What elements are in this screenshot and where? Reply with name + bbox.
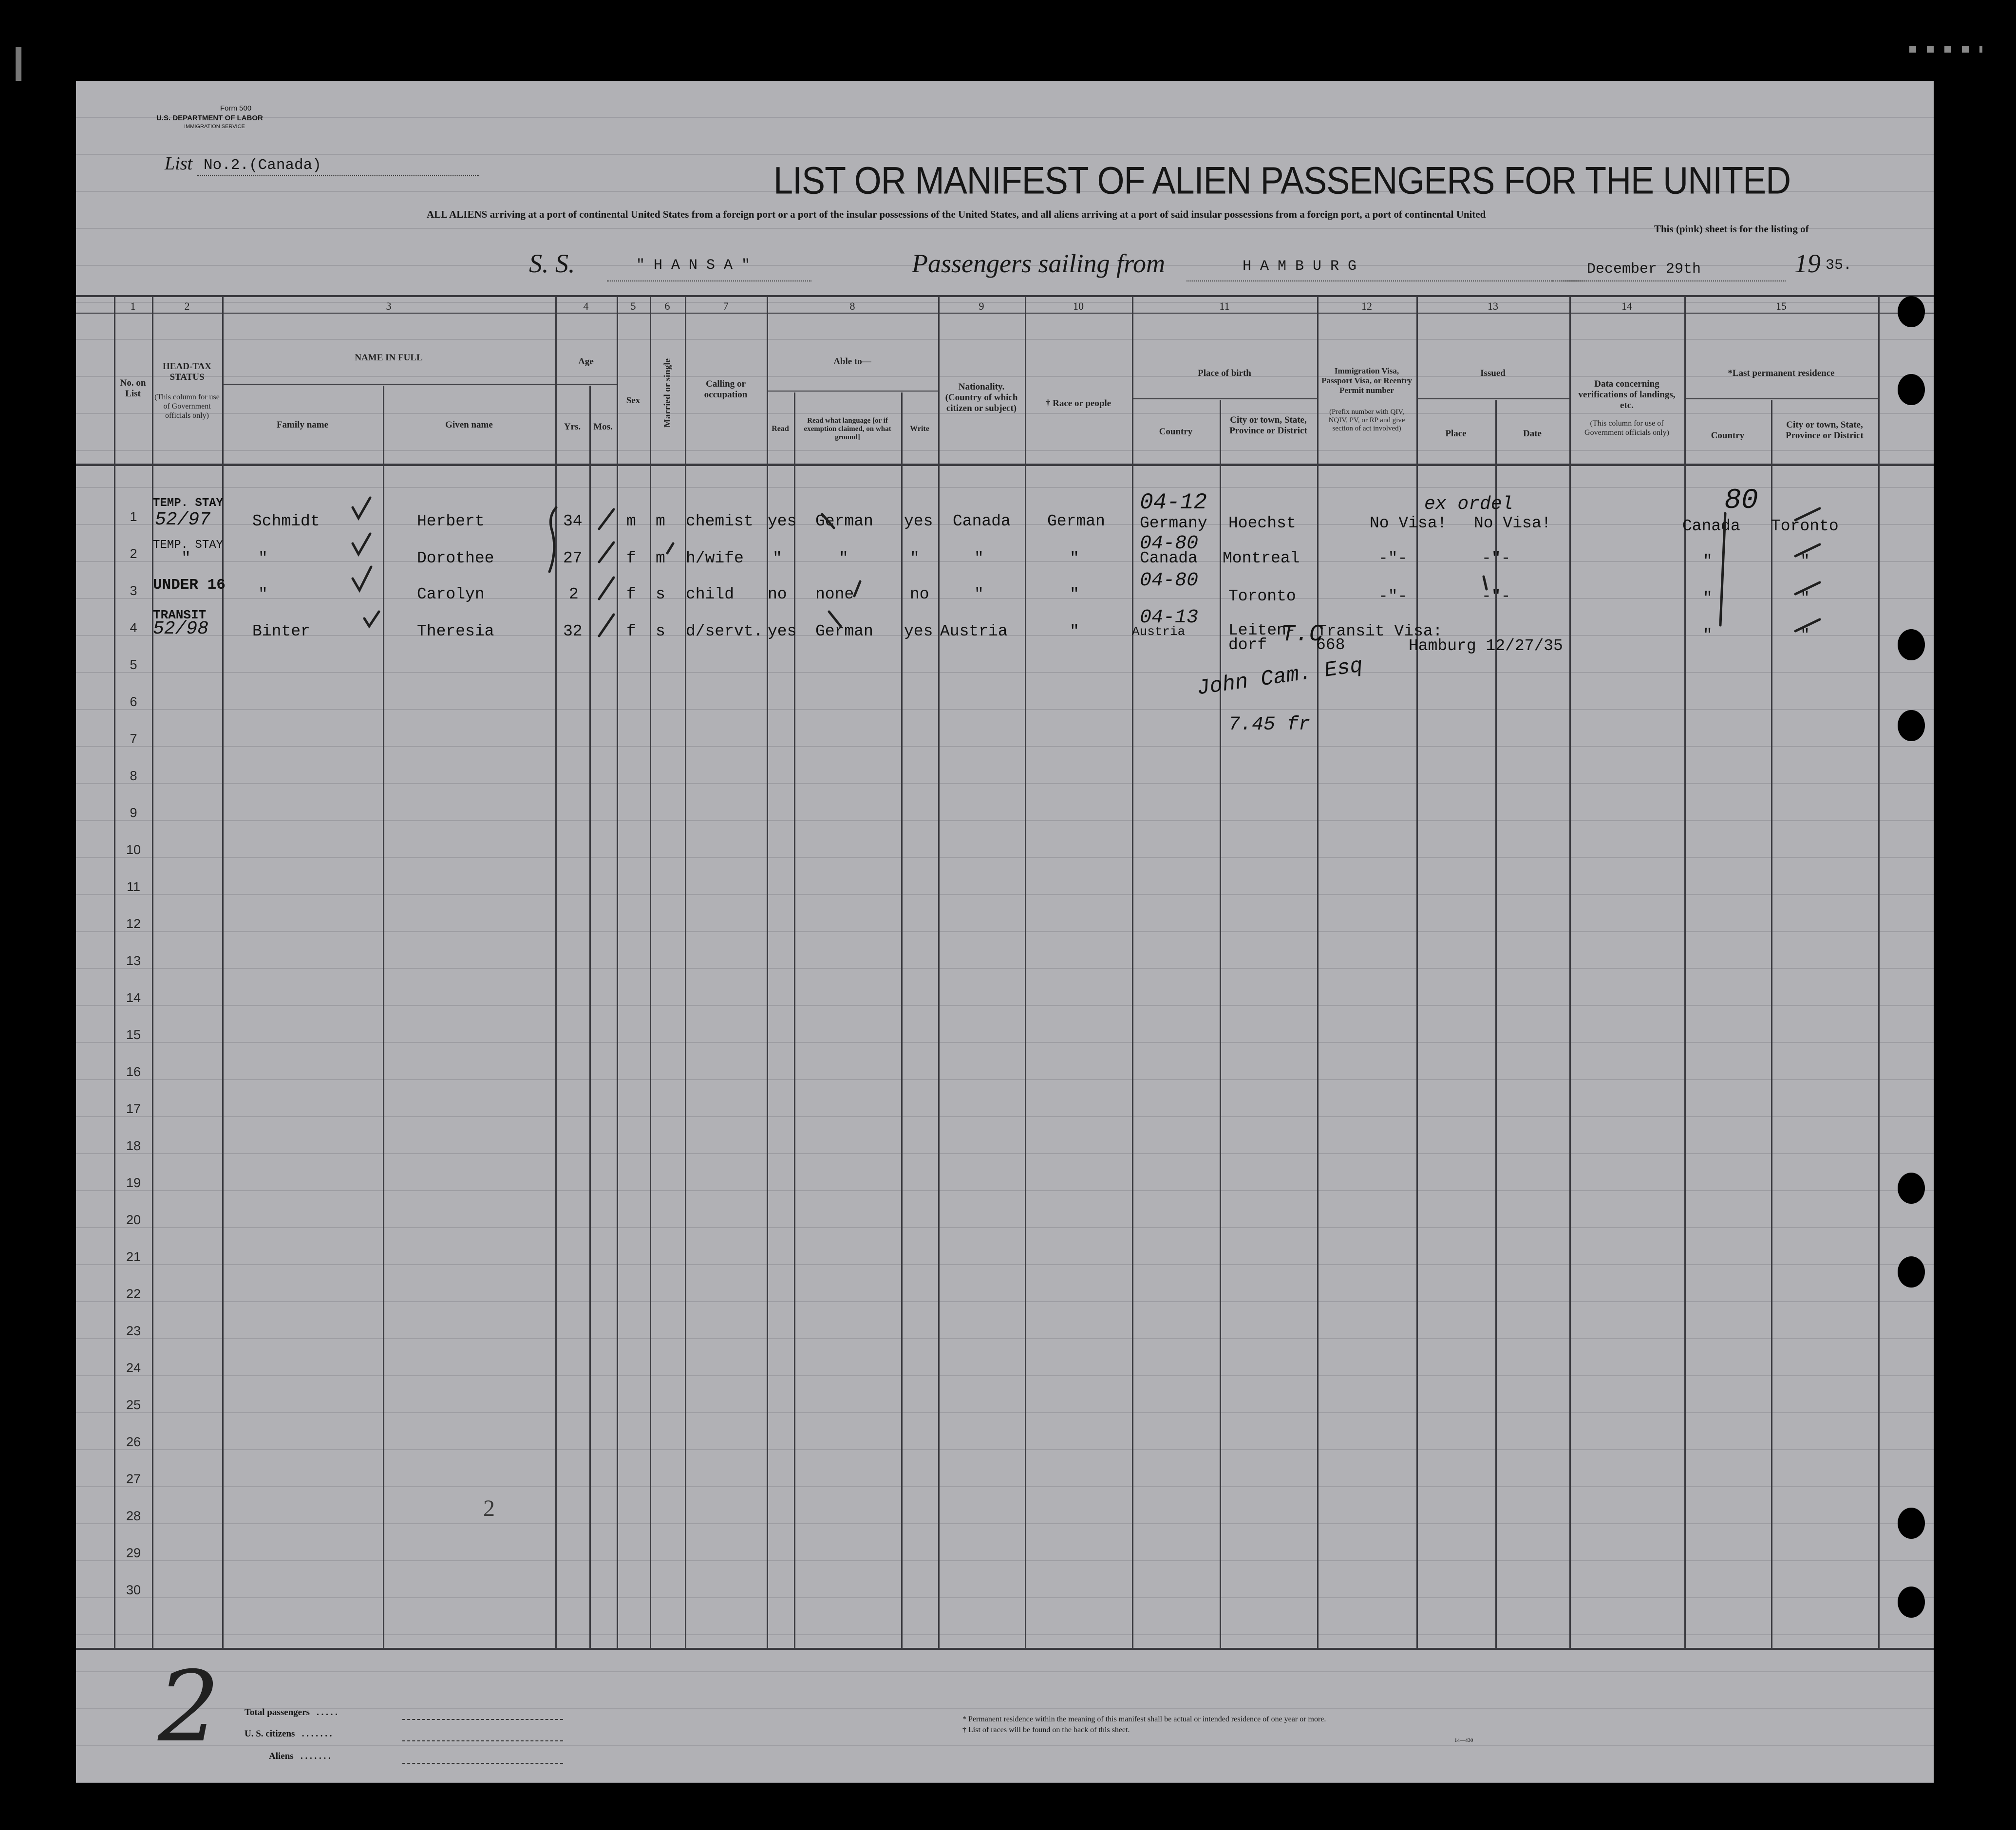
slash-mark bbox=[829, 612, 841, 626]
row4-read: yes bbox=[768, 622, 797, 640]
slash-mark bbox=[854, 581, 860, 596]
row-number: 11 bbox=[126, 879, 141, 894]
service-label: IMMIGRATION SERVICE bbox=[184, 124, 245, 130]
year-prefix: 19 bbox=[1794, 249, 1821, 278]
row3-status: UNDER 16 bbox=[153, 577, 226, 594]
col-num-9: 9 bbox=[979, 300, 984, 312]
row4-sex: f bbox=[626, 622, 636, 640]
header-birth-city: City or town, State, Province or District bbox=[1229, 415, 1307, 436]
footnote-races: † List of races will be found on the back of this sheet. bbox=[962, 1726, 1130, 1734]
header-place-of-birth: Place of birth bbox=[1198, 368, 1251, 378]
sailing-label: Passengers sailing from bbox=[912, 249, 1166, 278]
row-number: 3 bbox=[130, 583, 137, 598]
header-nationality: Nationality. (Country of which citizen or subject) bbox=[945, 382, 1018, 413]
col-num-5: 5 bbox=[630, 300, 636, 312]
header-yrs: Yrs. bbox=[564, 422, 581, 432]
header-data-concerning: Data concerning verifications of landings, etc. bbox=[1578, 379, 1676, 411]
margin-marks-left bbox=[16, 47, 21, 81]
col-num-12: 12 bbox=[1361, 300, 1372, 312]
brace-mark bbox=[549, 507, 556, 572]
header-issued: Issued bbox=[1480, 368, 1506, 378]
header-sex: Sex bbox=[626, 395, 641, 406]
row1-family-name: Schmidt bbox=[252, 512, 320, 530]
row2-birth-country: Canada bbox=[1140, 549, 1198, 567]
slash-mark bbox=[599, 509, 614, 529]
row1-birth-country: Germany bbox=[1140, 514, 1207, 532]
row-number: 9 bbox=[130, 805, 137, 820]
row-number: 15 bbox=[126, 1027, 141, 1042]
us-citizens-label: U. S. citizens bbox=[245, 1729, 295, 1739]
row2-family-name: " bbox=[258, 549, 268, 567]
row1-calling: chemist bbox=[686, 512, 754, 530]
row4-visa-number: 668 bbox=[1316, 636, 1345, 654]
row1-language: German bbox=[815, 512, 873, 530]
row-number: 2 bbox=[130, 546, 137, 561]
row3-birth-city: Toronto bbox=[1228, 587, 1296, 605]
row4-calling: d/servt. bbox=[686, 622, 763, 640]
row3-issued-place: -"- bbox=[1482, 587, 1511, 605]
col-num-15: 15 bbox=[1776, 300, 1787, 312]
slash-mark bbox=[599, 578, 614, 599]
row3-write: no bbox=[910, 585, 929, 603]
row1-married: m bbox=[656, 512, 665, 530]
row1-status: TEMP. STAY bbox=[153, 497, 224, 510]
slash-mark bbox=[822, 514, 834, 528]
row3-res-city: " bbox=[1800, 589, 1810, 607]
row-number: 18 bbox=[126, 1139, 141, 1153]
row1-race: German bbox=[1047, 512, 1105, 530]
header-age: Age bbox=[578, 356, 594, 367]
row3-family-name: " bbox=[258, 585, 268, 603]
row1-sex: m bbox=[626, 512, 636, 530]
row1-issued-place: No Visa! bbox=[1474, 514, 1551, 532]
col-num-6: 6 bbox=[664, 300, 670, 312]
col-num-11: 11 bbox=[1219, 300, 1230, 312]
row4-res-city: " bbox=[1800, 626, 1810, 644]
row-number: 5 bbox=[130, 657, 137, 672]
row4-age-yrs: 32 bbox=[563, 622, 583, 640]
header-married: Married or single bbox=[662, 358, 673, 428]
manifest-title: LIST OR MANIFEST OF ALIEN PASSENGERS FOR THE UNITED bbox=[773, 159, 1791, 203]
col-num-14: 14 bbox=[1621, 300, 1632, 312]
row-number: 27 bbox=[126, 1472, 141, 1486]
row3-married: s bbox=[656, 585, 665, 603]
check-mark-icon bbox=[353, 567, 371, 590]
row-number: 19 bbox=[126, 1176, 141, 1190]
subtitle-line-2: This (pink) sheet is for the listing of bbox=[1654, 223, 1809, 235]
annotation-amount: 7.45 fr bbox=[1228, 714, 1311, 736]
punch-hole bbox=[1898, 1256, 1925, 1288]
header-read-language: Read what language [or if exemption claimed, on what ground] bbox=[804, 417, 891, 441]
annotation-row1-birth: 04-12 bbox=[1140, 490, 1207, 515]
row3-given-name: Carolyn bbox=[417, 585, 485, 603]
punch-hole bbox=[1898, 374, 1925, 405]
slash-mark bbox=[599, 615, 614, 636]
aliens-blank bbox=[402, 1763, 563, 1764]
row1-birth-city: Hoechst bbox=[1228, 514, 1296, 532]
row-number: 13 bbox=[126, 953, 141, 968]
row-number: 4 bbox=[130, 620, 137, 635]
row-number: 10 bbox=[126, 842, 141, 857]
col-num-2: 2 bbox=[184, 300, 190, 312]
header-res-city: City or town, State, Province or District bbox=[1786, 420, 1864, 441]
row-number: 30 bbox=[126, 1583, 141, 1597]
row2-res-city: " bbox=[1800, 552, 1810, 570]
row2-status-ditto: " bbox=[181, 549, 191, 567]
row-number: 28 bbox=[126, 1509, 141, 1523]
department-label: U.S. DEPARTMENT OF LABOR bbox=[156, 114, 263, 122]
row4-status: TRANSIT bbox=[153, 608, 207, 622]
row2-birth-city: Montreal bbox=[1223, 549, 1300, 567]
row-number: 26 bbox=[126, 1435, 141, 1449]
margin-marks bbox=[1909, 46, 1982, 53]
header-mos: Mos. bbox=[593, 422, 613, 432]
punch-hole bbox=[1898, 1508, 1925, 1539]
row1-res-country: Canada bbox=[1682, 517, 1740, 535]
header-res-country: Country bbox=[1711, 430, 1745, 441]
row4-birth-city-2: dorf bbox=[1228, 636, 1267, 654]
row2-race: " bbox=[1070, 549, 1079, 567]
leader-dots: . . . . . . . bbox=[296, 1751, 331, 1761]
header-last-residence: *Last permanent residence bbox=[1728, 368, 1835, 378]
footer-us-citizens bbox=[245, 1729, 332, 1739]
row3-read: no bbox=[768, 585, 787, 603]
annotation-note-above: ex ordel bbox=[1424, 494, 1513, 515]
annotation-row2-birth: 04-80 bbox=[1140, 533, 1199, 555]
punch-hole bbox=[1898, 710, 1925, 741]
annotation-signature: John Cam. Esq bbox=[1195, 654, 1365, 701]
manifest-sheet bbox=[76, 81, 1934, 1783]
row1-status-number: 52/97 bbox=[155, 509, 211, 530]
header-data-note: (This column for use of Government officials only) bbox=[1584, 419, 1669, 437]
row-number: 16 bbox=[126, 1064, 141, 1079]
row1-write: yes bbox=[904, 512, 933, 530]
row1-age-yrs: 34 bbox=[563, 512, 583, 530]
row2-issued-place: -"- bbox=[1482, 549, 1511, 567]
punch-hole bbox=[1898, 1173, 1925, 1204]
check-mark-icon bbox=[353, 498, 370, 518]
footnote-permanent-residence: * Permanent residence within the meaning of this manifest shall be actual or intended residence of one year or more. bbox=[962, 1715, 1326, 1723]
row2-calling: h/wife bbox=[686, 549, 744, 567]
header-family-name: Family name bbox=[276, 420, 329, 430]
col-num-3: 3 bbox=[386, 300, 392, 312]
year-suffix: 35. bbox=[1826, 257, 1852, 274]
row-number: 12 bbox=[126, 916, 141, 931]
list-number: No.2.(Canada) bbox=[204, 157, 321, 174]
row-number: 7 bbox=[130, 731, 137, 746]
subtitle-text: arriving at a port of continental United States from a foreign port or a port of the insular possessions of the United States, and all aliens arriving at a port of said insular possessions from a foreign port, a port of continental United bbox=[490, 208, 1486, 220]
slash-mark bbox=[667, 543, 673, 553]
row4-race: " bbox=[1070, 622, 1079, 640]
leader-dots: . . . . . bbox=[312, 1707, 338, 1718]
row2-res-country: " bbox=[1703, 552, 1713, 570]
row2-language: " bbox=[839, 549, 848, 567]
header-no-on-list: No. on List bbox=[120, 378, 146, 399]
row3-res-country: " bbox=[1703, 589, 1713, 607]
row2-visa: -"- bbox=[1378, 549, 1408, 567]
header-write: Write bbox=[910, 425, 929, 433]
header-head-tax: HEAD-TAX STATUS bbox=[163, 361, 211, 382]
ss-label: S. S. bbox=[529, 249, 575, 278]
col-num-1: 1 bbox=[130, 300, 136, 312]
form-number: Form 500 bbox=[220, 104, 252, 112]
col-num-8: 8 bbox=[849, 300, 855, 312]
row4-birth-city: Leiten- bbox=[1228, 621, 1296, 639]
row-number: 21 bbox=[126, 1250, 141, 1264]
row1-read: yes bbox=[768, 512, 797, 530]
row2-sex: f bbox=[626, 549, 636, 567]
footer-total-passengers bbox=[245, 1707, 338, 1718]
row4-write: yes bbox=[904, 622, 933, 640]
row-number: 17 bbox=[126, 1102, 141, 1116]
annotation-sheet-number: 2 bbox=[483, 1495, 495, 1521]
header-name-in-full: NAME IN FULL bbox=[355, 353, 423, 363]
slash-mark bbox=[1795, 544, 1820, 556]
row4-language: German bbox=[815, 622, 873, 640]
row4-visa: Transit Visa: bbox=[1317, 622, 1443, 640]
annotation-tc: T.C bbox=[1281, 621, 1323, 648]
col-num-13: 13 bbox=[1488, 300, 1498, 312]
row3-sex: f bbox=[626, 585, 636, 603]
aliens-label: Aliens bbox=[269, 1751, 294, 1761]
row3-age-yrs: 2 bbox=[569, 585, 579, 603]
header-issued-place: Place bbox=[1445, 429, 1467, 439]
slash-mark bbox=[1795, 582, 1820, 594]
col-num-4: 4 bbox=[583, 300, 589, 312]
slash-mark bbox=[1795, 508, 1820, 520]
row2-age-yrs: 27 bbox=[563, 549, 583, 567]
header-birth-country: Country bbox=[1159, 427, 1193, 437]
total-passengers-label: Total passengers bbox=[245, 1707, 310, 1718]
subtitle-lead: ALL ALIENS bbox=[427, 208, 488, 220]
row-number: 24 bbox=[126, 1361, 141, 1375]
ship-name: " H A N S A " bbox=[636, 257, 751, 274]
punch-hole bbox=[1898, 629, 1925, 660]
row-number: 14 bbox=[126, 990, 141, 1005]
row2-given-name: Dorothee bbox=[417, 549, 494, 567]
row2-status: TEMP. STAY bbox=[153, 539, 224, 552]
annotation-row1-residence: 80 bbox=[1724, 485, 1758, 517]
slash-mark bbox=[599, 542, 614, 562]
row-number: 25 bbox=[126, 1398, 141, 1412]
row2-nationality: " bbox=[974, 549, 984, 567]
table-bottom-rule bbox=[76, 1648, 1934, 1650]
footer-handwritten-mark: 2 bbox=[158, 1650, 220, 1764]
row3-race: " bbox=[1070, 585, 1079, 603]
tick-mark-icon bbox=[1484, 577, 1487, 589]
residence-stroke bbox=[1720, 513, 1725, 625]
row4-issued-place: Hamburg 12/27/35 bbox=[1409, 637, 1563, 655]
header-issued-date: Date bbox=[1523, 429, 1542, 439]
row3-language: none bbox=[815, 585, 854, 603]
row4-given-name: Theresia bbox=[417, 622, 494, 640]
row1-nationality: Canada bbox=[953, 512, 1011, 530]
col-num-10: 10 bbox=[1073, 300, 1084, 312]
row4-status-number: 52/98 bbox=[153, 618, 209, 639]
row-number: 20 bbox=[126, 1213, 141, 1227]
row3-visa: -"- bbox=[1378, 587, 1408, 605]
row3-nationality: " bbox=[974, 585, 984, 603]
row-number: 29 bbox=[126, 1546, 141, 1560]
footer-aliens bbox=[269, 1751, 331, 1762]
header-visa: Immigration Visa, Passport Visa, or Reentry Permit number bbox=[1321, 366, 1412, 395]
row1-given-name: Herbert bbox=[417, 512, 485, 530]
header-race: † Race or people bbox=[1045, 398, 1112, 409]
handwritten-marks bbox=[76, 81, 1934, 811]
row-number: 22 bbox=[126, 1287, 141, 1301]
row-number: 1 bbox=[130, 509, 137, 524]
total-passengers-blank bbox=[402, 1719, 563, 1720]
row-number: 8 bbox=[130, 768, 137, 783]
annotation-row4-birth: 04-13 bbox=[1140, 607, 1199, 629]
sailing-date: December 29th bbox=[1587, 261, 1701, 278]
header-given-name: Given name bbox=[445, 420, 493, 430]
row4-nationality: Austria bbox=[940, 622, 1008, 640]
row4-res-country: " bbox=[1703, 626, 1713, 644]
us-citizens-blank bbox=[402, 1740, 563, 1741]
punch-hole bbox=[1898, 296, 1925, 327]
row3-calling: child bbox=[686, 585, 735, 603]
list-label: List bbox=[165, 153, 193, 174]
col-num-7: 7 bbox=[723, 300, 729, 312]
slash-mark bbox=[1795, 619, 1820, 631]
header-read: Read bbox=[772, 425, 789, 433]
annotation-row3-birth: 04-80 bbox=[1140, 570, 1199, 592]
row2-read: " bbox=[772, 549, 782, 567]
row2-write: " bbox=[910, 549, 920, 567]
row4-birth-country: Austria bbox=[1132, 624, 1186, 639]
row1-res-city: Toronto bbox=[1771, 517, 1839, 535]
header-head-tax-note: (This column for use of Government officials only) bbox=[154, 393, 220, 420]
check-mark-icon bbox=[364, 612, 379, 626]
header-able-to: Able to— bbox=[833, 356, 871, 367]
header-visa-note: (Prefix number with QIV, NQIV, PV, or RP and give section of act involved) bbox=[1328, 408, 1405, 432]
row4-family-name: Binter bbox=[252, 622, 310, 640]
punch-hole bbox=[1898, 1587, 1925, 1618]
footer-code: 14—430 bbox=[1454, 1737, 1473, 1743]
row1-visa: No Visa! bbox=[1370, 514, 1447, 532]
header-calling: Calling or occupation bbox=[704, 379, 748, 400]
check-mark-icon bbox=[353, 534, 370, 554]
row-number: 6 bbox=[130, 694, 137, 709]
row-number: 23 bbox=[126, 1324, 141, 1338]
port-name: H A M B U R G bbox=[1243, 258, 1357, 275]
row2-married: m bbox=[656, 549, 665, 567]
row4-married: s bbox=[656, 622, 665, 640]
leader-dots: . . . . . . . bbox=[297, 1729, 332, 1739]
